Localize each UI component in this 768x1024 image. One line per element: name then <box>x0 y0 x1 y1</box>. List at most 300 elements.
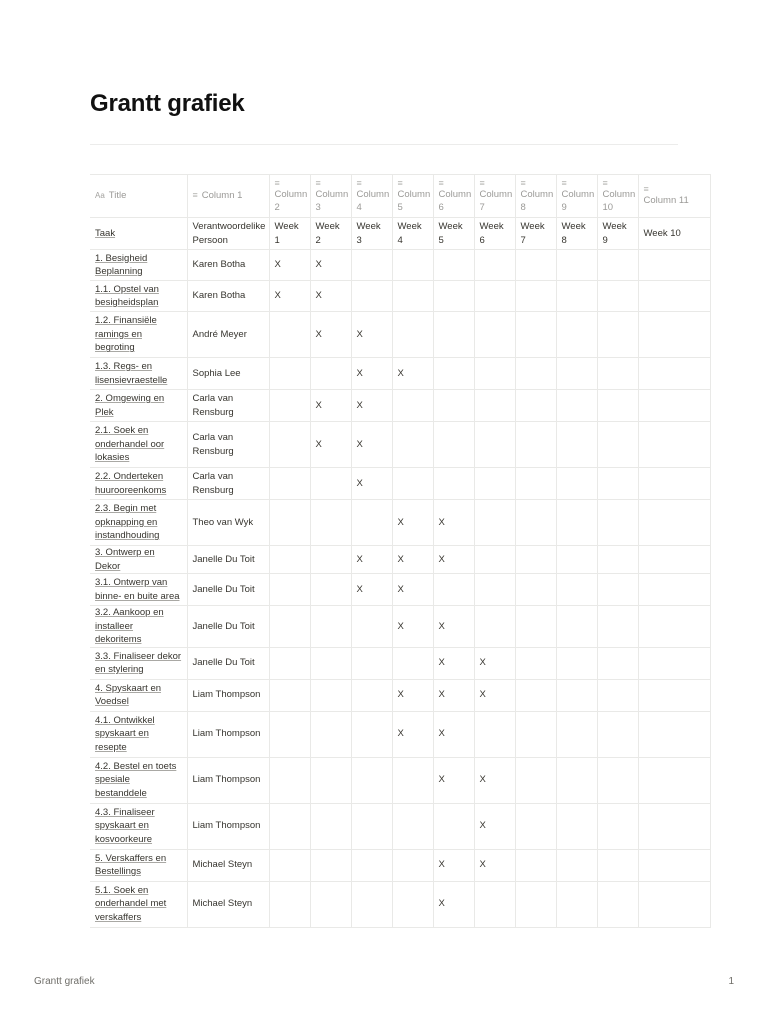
task-title-link: 3.3. Finaliseer dekor en stylering <box>95 650 182 675</box>
week-cell[interactable] <box>269 606 310 648</box>
week-cell[interactable] <box>474 606 515 648</box>
week-cell[interactable] <box>310 606 351 648</box>
week-cell[interactable] <box>638 881 710 927</box>
week-mark: X <box>356 583 363 595</box>
week-cell[interactable] <box>638 849 710 881</box>
week-cell[interactable] <box>638 281 710 312</box>
week-cell[interactable] <box>556 422 597 468</box>
week-cell[interactable] <box>556 849 597 881</box>
week-cell[interactable] <box>515 647 556 679</box>
person-cell[interactable] <box>187 546 269 574</box>
task-cell[interactable] <box>90 803 187 849</box>
week-cell[interactable] <box>269 757 310 803</box>
task-cell[interactable] <box>90 358 187 390</box>
week-cell[interactable] <box>269 250 310 281</box>
task-title-link: 5.1. Soek en onderhandel met verskaffers <box>95 884 167 923</box>
week-cell[interactable] <box>515 711 556 757</box>
week-cell[interactable] <box>474 468 515 500</box>
week-cell[interactable] <box>515 881 556 927</box>
week-cell[interactable] <box>433 711 474 757</box>
week-cell[interactable] <box>310 881 351 927</box>
week-cell[interactable] <box>433 390 474 422</box>
person-name: Michael Steyn <box>192 859 253 871</box>
week-cell[interactable] <box>638 803 710 849</box>
week-cell[interactable] <box>597 468 638 500</box>
header-column-9[interactable] <box>556 175 597 218</box>
task-cell[interactable] <box>90 711 187 757</box>
week-cell[interactable] <box>556 711 597 757</box>
week-cell[interactable] <box>597 711 638 757</box>
task-cell[interactable] <box>90 390 187 422</box>
week-cell[interactable] <box>556 250 597 281</box>
week-mark: X <box>438 689 445 701</box>
lines-icon: ≡ <box>561 177 567 188</box>
header-column-6[interactable] <box>433 175 474 218</box>
week-cell[interactable] <box>269 546 310 574</box>
table-row <box>90 422 710 468</box>
week-cell[interactable] <box>474 500 515 546</box>
week-cell[interactable] <box>310 250 351 281</box>
week-cell[interactable] <box>556 881 597 927</box>
week-cell[interactable] <box>474 422 515 468</box>
week-cell[interactable] <box>351 390 392 422</box>
header-column-1[interactable] <box>187 175 269 218</box>
week-cell[interactable] <box>638 218 710 250</box>
task-title-link: 1.1. Opstel van besigheidsplan <box>95 283 159 308</box>
week-cell[interactable] <box>597 390 638 422</box>
person-name: Verantwoordelike Persoon <box>192 221 266 246</box>
week-cell[interactable] <box>433 468 474 500</box>
week-cell[interactable] <box>351 803 392 849</box>
week-cell[interactable] <box>474 574 515 606</box>
week-mark: X <box>438 516 445 528</box>
week-cell[interactable] <box>392 500 433 546</box>
week-cell[interactable] <box>392 757 433 803</box>
week-mark: X <box>438 728 445 740</box>
week-cell[interactable] <box>515 312 556 358</box>
week-cell[interactable] <box>597 422 638 468</box>
week-cell[interactable] <box>597 546 638 574</box>
week-cell[interactable] <box>351 358 392 390</box>
person-name: Michael Steyn <box>192 898 253 910</box>
header-column-4[interactable] <box>351 175 392 218</box>
week-cell[interactable] <box>310 358 351 390</box>
week-cell[interactable] <box>597 647 638 679</box>
week-cell[interactable] <box>515 679 556 711</box>
week-cell[interactable] <box>597 803 638 849</box>
week-cell[interactable] <box>433 606 474 648</box>
header-column-10[interactable] <box>597 175 638 218</box>
week-cell[interactable] <box>474 647 515 679</box>
week-cell[interactable] <box>433 281 474 312</box>
lines-icon: ≡ <box>520 177 526 188</box>
person-cell[interactable] <box>187 606 269 648</box>
week-cell[interactable] <box>597 606 638 648</box>
week-cell[interactable] <box>433 312 474 358</box>
week-cell[interactable] <box>269 711 310 757</box>
week-cell[interactable] <box>433 358 474 390</box>
week-cell[interactable] <box>392 711 433 757</box>
week-cell[interactable] <box>556 312 597 358</box>
week-cell[interactable] <box>269 468 310 500</box>
week-cell[interactable] <box>556 468 597 500</box>
lines-icon: ≡ <box>643 184 649 195</box>
table-row <box>90 358 710 390</box>
week-cell[interactable] <box>433 757 474 803</box>
person-cell[interactable] <box>187 647 269 679</box>
week-cell[interactable] <box>638 468 710 500</box>
week-cell[interactable] <box>433 422 474 468</box>
lines-icon: ≡ <box>356 177 362 188</box>
week-mark: X <box>479 820 486 832</box>
week-cell[interactable] <box>351 574 392 606</box>
week-cell[interactable] <box>638 250 710 281</box>
week-cell[interactable] <box>638 390 710 422</box>
week-cell[interactable] <box>269 281 310 312</box>
week-cell[interactable] <box>310 312 351 358</box>
person-cell[interactable] <box>187 250 269 281</box>
task-title-link: 4.1. Ontwikkel spyskaart en resepte <box>95 714 155 753</box>
header-row <box>90 175 710 218</box>
person-cell[interactable] <box>187 422 269 468</box>
person-name: Sophia Lee <box>192 367 241 379</box>
person-name: Carla van Rensburg <box>192 393 234 418</box>
header-column-3[interactable] <box>310 175 351 218</box>
week-cell[interactable] <box>392 281 433 312</box>
week-mark: X <box>274 259 281 271</box>
task-cell[interactable] <box>90 500 187 546</box>
task-title-link: Taak <box>95 227 116 239</box>
week-mark: X <box>479 689 486 701</box>
person-cell[interactable] <box>187 390 269 422</box>
task-title-link: 2. Omgewing en Plek <box>95 393 165 418</box>
person-name: Liam Thompson <box>192 820 261 832</box>
person-cell[interactable] <box>187 757 269 803</box>
week-label: Week 2 <box>315 221 340 246</box>
week-cell[interactable] <box>392 606 433 648</box>
week-cell[interactable] <box>433 849 474 881</box>
week-cell[interactable] <box>269 422 310 468</box>
week-cell[interactable] <box>433 546 474 574</box>
week-cell[interactable] <box>269 647 310 679</box>
week-cell[interactable] <box>269 574 310 606</box>
table-row <box>90 281 710 312</box>
week-cell[interactable] <box>269 849 310 881</box>
week-cell[interactable] <box>597 881 638 927</box>
week-label: Week 5 <box>438 221 463 246</box>
header-label: Column 9 <box>561 188 595 213</box>
task-cell[interactable] <box>90 422 187 468</box>
person-cell[interactable] <box>187 312 269 358</box>
week-cell[interactable] <box>474 757 515 803</box>
week-cell[interactable] <box>269 881 310 927</box>
week-cell[interactable] <box>310 757 351 803</box>
week-cell[interactable] <box>638 546 710 574</box>
week-cell[interactable] <box>556 390 597 422</box>
header-label: Column 4 <box>356 188 390 213</box>
week-mark: X <box>356 399 363 411</box>
task-cell[interactable] <box>90 468 187 500</box>
week-cell[interactable] <box>556 757 597 803</box>
person-cell[interactable] <box>187 500 269 546</box>
person-cell[interactable] <box>187 218 269 250</box>
week-cell[interactable] <box>310 468 351 500</box>
week-cell[interactable] <box>351 606 392 648</box>
week-cell[interactable] <box>351 500 392 546</box>
week-cell[interactable] <box>515 546 556 574</box>
week-cell[interactable] <box>310 500 351 546</box>
week-cell[interactable] <box>556 574 597 606</box>
week-cell[interactable] <box>310 281 351 312</box>
task-cell[interactable] <box>90 218 187 250</box>
task-cell[interactable] <box>90 679 187 711</box>
week-cell[interactable] <box>556 679 597 711</box>
week-cell[interactable] <box>474 679 515 711</box>
week-cell[interactable] <box>392 546 433 574</box>
header-title[interactable] <box>90 175 187 218</box>
week-cell[interactable] <box>597 849 638 881</box>
week-cell[interactable] <box>638 422 710 468</box>
week-cell[interactable] <box>351 312 392 358</box>
person-cell[interactable] <box>187 574 269 606</box>
week-cell[interactable] <box>351 250 392 281</box>
week-cell[interactable] <box>310 849 351 881</box>
week-cell[interactable] <box>474 358 515 390</box>
week-cell[interactable] <box>433 500 474 546</box>
week-cell[interactable] <box>597 574 638 606</box>
week-cell[interactable] <box>638 574 710 606</box>
week-cell[interactable] <box>392 574 433 606</box>
week-cell[interactable] <box>597 358 638 390</box>
person-name: Liam Thompson <box>192 728 261 740</box>
footer-page-number: 1 <box>728 976 734 987</box>
week-cell[interactable] <box>515 468 556 500</box>
week-mark: X <box>315 328 322 340</box>
week-mark: X <box>356 438 363 450</box>
week-cell[interactable] <box>474 281 515 312</box>
week-mark: X <box>356 367 363 379</box>
week-cell[interactable] <box>638 500 710 546</box>
week-cell[interactable] <box>556 647 597 679</box>
week-cell[interactable] <box>638 711 710 757</box>
week-cell[interactable] <box>269 803 310 849</box>
week-cell[interactable] <box>392 358 433 390</box>
week-cell[interactable] <box>392 312 433 358</box>
task-cell[interactable] <box>90 312 187 358</box>
week-label: Week 9 <box>602 221 627 246</box>
week-cell[interactable] <box>474 803 515 849</box>
week-cell[interactable] <box>474 218 515 250</box>
week-cell[interactable] <box>351 849 392 881</box>
week-cell[interactable] <box>597 312 638 358</box>
lines-icon: ≡ <box>602 177 608 188</box>
person-cell[interactable] <box>187 711 269 757</box>
week-cell[interactable] <box>392 647 433 679</box>
person-cell[interactable] <box>187 849 269 881</box>
week-cell[interactable] <box>597 679 638 711</box>
week-cell[interactable] <box>269 358 310 390</box>
task-cell[interactable] <box>90 647 187 679</box>
header-label: Column 2 <box>274 188 308 213</box>
week-cell[interactable] <box>392 218 433 250</box>
week-cell[interactable] <box>392 390 433 422</box>
week-cell[interactable] <box>638 757 710 803</box>
week-cell[interactable] <box>474 250 515 281</box>
week-cell[interactable] <box>515 250 556 281</box>
task-cell[interactable] <box>90 849 187 881</box>
week-cell[interactable] <box>556 358 597 390</box>
person-cell[interactable] <box>187 358 269 390</box>
week-mark: X <box>397 367 404 379</box>
week-cell[interactable] <box>392 468 433 500</box>
week-cell[interactable] <box>474 546 515 574</box>
week-cell[interactable] <box>474 881 515 927</box>
week-cell[interactable] <box>597 250 638 281</box>
week-cell[interactable] <box>310 218 351 250</box>
week-cell[interactable] <box>310 711 351 757</box>
week-cell[interactable] <box>597 281 638 312</box>
week-cell[interactable] <box>433 679 474 711</box>
week-cell[interactable] <box>269 679 310 711</box>
week-mark: X <box>438 620 445 632</box>
header-label: Column 11 <box>643 195 689 207</box>
week-cell[interactable] <box>433 250 474 281</box>
week-cell[interactable] <box>269 312 310 358</box>
week-cell[interactable] <box>474 711 515 757</box>
week-cell[interactable] <box>638 358 710 390</box>
task-cell[interactable] <box>90 281 187 312</box>
week-cell[interactable] <box>392 881 433 927</box>
header-column-2[interactable] <box>269 175 310 218</box>
week-mark: X <box>315 399 322 411</box>
week-cell[interactable] <box>433 881 474 927</box>
week-cell[interactable] <box>433 574 474 606</box>
person-name: Karen Botha <box>192 290 246 302</box>
task-cell[interactable] <box>90 574 187 606</box>
week-cell[interactable] <box>310 422 351 468</box>
week-cell[interactable] <box>556 606 597 648</box>
week-cell[interactable] <box>556 218 597 250</box>
week-cell[interactable] <box>474 849 515 881</box>
week-cell[interactable] <box>392 679 433 711</box>
week-cell[interactable] <box>351 546 392 574</box>
header-column-11[interactable] <box>638 175 710 218</box>
header-column-5[interactable] <box>392 175 433 218</box>
header-column-8[interactable] <box>515 175 556 218</box>
week-cell[interactable] <box>474 312 515 358</box>
week-cell[interactable] <box>351 679 392 711</box>
week-cell[interactable] <box>515 422 556 468</box>
week-cell[interactable] <box>351 422 392 468</box>
task-cell[interactable] <box>90 546 187 574</box>
week-cell[interactable] <box>392 803 433 849</box>
week-mark: X <box>356 328 363 340</box>
week-cell[interactable] <box>310 574 351 606</box>
week-label: Week 4 <box>397 221 422 246</box>
person-name: Liam Thompson <box>192 774 261 786</box>
week-cell[interactable] <box>515 500 556 546</box>
week-cell[interactable] <box>515 281 556 312</box>
header-label: Column 3 <box>315 188 349 213</box>
week-cell[interactable] <box>638 312 710 358</box>
task-title-link: 4.3. Finaliseer spyskaart en kosvoorkeure <box>95 806 155 845</box>
task-cell[interactable] <box>90 757 187 803</box>
week-cell[interactable] <box>638 679 710 711</box>
week-mark: X <box>356 553 363 565</box>
week-cell[interactable] <box>310 647 351 679</box>
week-cell[interactable] <box>556 500 597 546</box>
week-cell[interactable] <box>515 358 556 390</box>
week-cell[interactable] <box>351 468 392 500</box>
week-cell[interactable] <box>269 390 310 422</box>
table-row <box>90 574 710 606</box>
week-cell[interactable] <box>515 803 556 849</box>
week-cell[interactable] <box>269 500 310 546</box>
week-cell[interactable] <box>351 711 392 757</box>
week-cell[interactable] <box>351 881 392 927</box>
week-cell[interactable] <box>392 422 433 468</box>
week-cell[interactable] <box>515 757 556 803</box>
week-cell[interactable] <box>515 606 556 648</box>
week-cell[interactable] <box>310 390 351 422</box>
week-mark: X <box>397 583 404 595</box>
task-cell[interactable] <box>90 250 187 281</box>
week-cell[interactable] <box>392 849 433 881</box>
week-cell[interactable] <box>351 647 392 679</box>
week-cell[interactable] <box>515 849 556 881</box>
week-cell[interactable] <box>474 390 515 422</box>
week-cell[interactable] <box>638 606 710 648</box>
week-label: Week 7 <box>520 221 545 246</box>
person-cell[interactable] <box>187 468 269 500</box>
week-cell[interactable] <box>556 281 597 312</box>
week-cell[interactable] <box>638 647 710 679</box>
person-cell[interactable] <box>187 679 269 711</box>
lines-icon: ≡ <box>274 177 280 188</box>
week-mark: X <box>397 553 404 565</box>
week-cell[interactable] <box>597 757 638 803</box>
person-name: Janelle Du Toit <box>192 620 255 632</box>
week-cell[interactable] <box>351 218 392 250</box>
week-cell[interactable] <box>392 250 433 281</box>
week-cell[interactable] <box>310 803 351 849</box>
week-cell[interactable] <box>269 218 310 250</box>
week-cell[interactable] <box>351 757 392 803</box>
week-cell[interactable] <box>597 500 638 546</box>
task-title-link: 2.3. Begin met opknapping en instandhouding <box>95 503 160 542</box>
lines-icon: ≡ <box>397 177 403 188</box>
week-cell[interactable] <box>351 281 392 312</box>
week-cell[interactable] <box>515 390 556 422</box>
week-cell[interactable] <box>556 803 597 849</box>
week-cell[interactable] <box>515 218 556 250</box>
person-cell[interactable] <box>187 881 269 927</box>
week-cell[interactable] <box>556 546 597 574</box>
person-cell[interactable] <box>187 803 269 849</box>
week-cell[interactable] <box>310 546 351 574</box>
week-cell[interactable] <box>515 574 556 606</box>
week-cell[interactable] <box>597 218 638 250</box>
week-cell[interactable] <box>433 803 474 849</box>
table-row <box>90 881 710 927</box>
week-cell[interactable] <box>433 218 474 250</box>
week-cell[interactable] <box>310 679 351 711</box>
week-cell[interactable] <box>433 647 474 679</box>
header-column-7[interactable] <box>474 175 515 218</box>
task-cell[interactable] <box>90 881 187 927</box>
person-cell[interactable] <box>187 281 269 312</box>
task-cell[interactable] <box>90 606 187 648</box>
